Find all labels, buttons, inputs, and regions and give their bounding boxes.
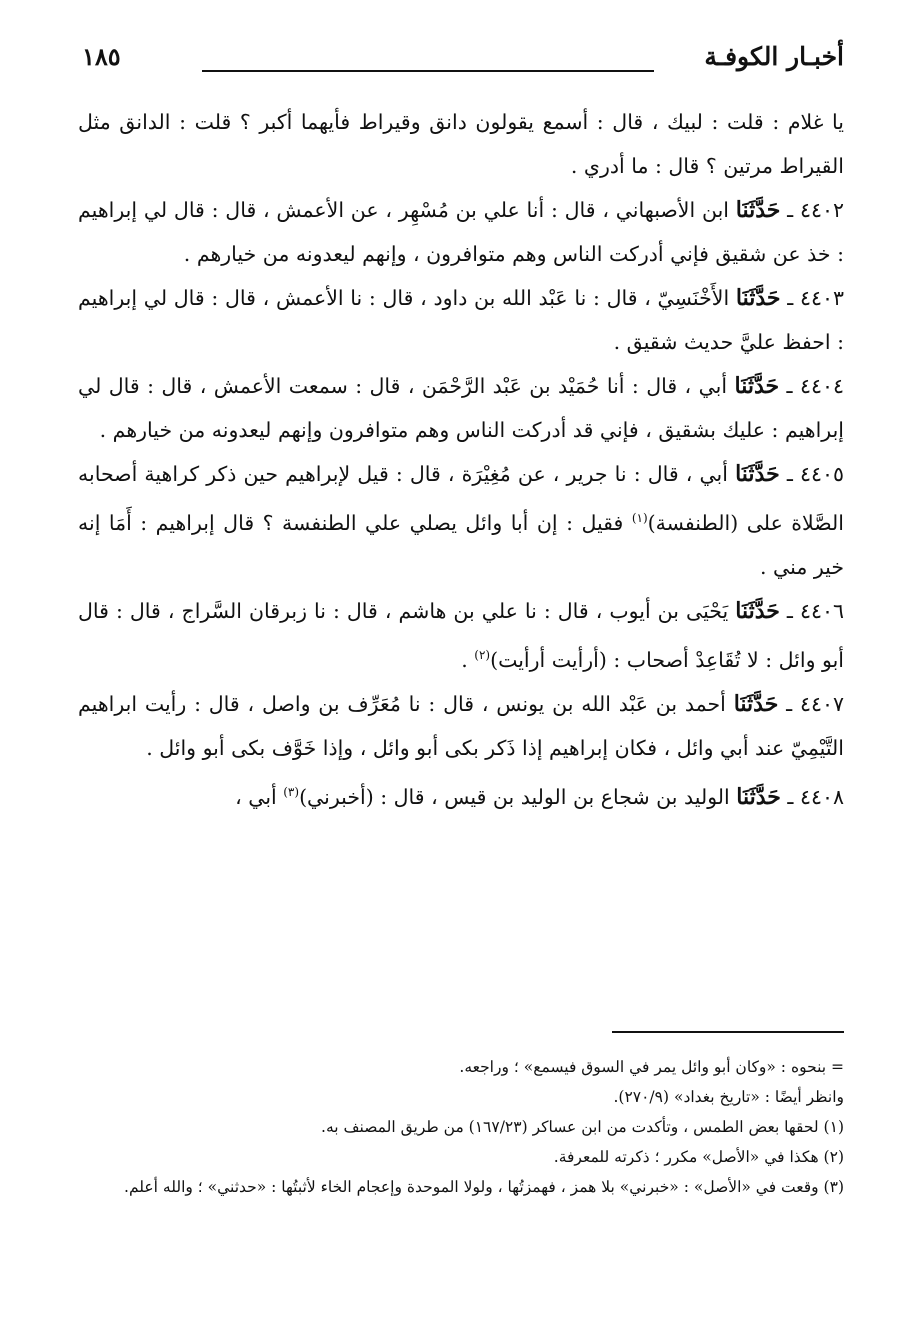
footnote-marker[interactable]: (٣) xyxy=(283,784,300,799)
hadith-number: ٤٤٠٤ ـ xyxy=(786,374,844,398)
footnote-2: (٢) هكذا في «الأصل» مكرر ؛ ذكرته للمعرفة. xyxy=(553,1148,844,1166)
hadith-text: أحمد بن عَبْد الله بن يونس ، قال : نا مُعَرِّف بن واصل ، قال : رأيت ابراهيم التَّيْمِيّ عند أبي وائل ، فكان إبراهيم إذا ذَكر بكى أبو وائل ، وإذا خَوَّف بكى أبو وائل . xyxy=(78,691,844,760)
hadith-heading: حَدَّثَنَا xyxy=(735,461,780,487)
hadith-heading: حَدَّثَنَا xyxy=(736,783,781,810)
footnote-3: (٣) وقعت في «الأصل» : «خبرني» بلا همز ، فهمزتُها ، ولولا الموحدة وإعجام الخاء لأثبتُها : «حدثني» ؛ والله أعلم. xyxy=(124,1178,844,1196)
running-title: أخبـار الكوفـة xyxy=(704,42,844,71)
footnote-marker[interactable]: (٢) xyxy=(474,647,491,662)
hadith-4403 xyxy=(78,276,844,364)
hadith-heading: حَدَّثَنَا xyxy=(735,597,780,624)
footnote-continuation: = بنحوه : «وكان أبو وائل يمر في السوق فيسمع» ؛ وراجعه. xyxy=(459,1058,844,1076)
page-header xyxy=(82,42,844,82)
hadith-4407 xyxy=(78,682,844,770)
hadith-text-continued: . xyxy=(461,647,475,672)
hadith-number: ٤٤٠٢ ـ xyxy=(787,198,844,222)
footnote-separator xyxy=(612,1031,844,1033)
hadith-text: ابن الأصبهاني ، قال : أنا علي بن مُسْهِر ، عن الأعمش ، قال : قال لي إبراهيم : خذ عن شقيق فإني أدركت الناس وهم متوافرون ، وإنهم ليعدونه من خيارهم . xyxy=(78,198,844,266)
hadith-heading: حَدَّثَنَا xyxy=(734,373,780,399)
hadith-heading: حَدَّثَنَا xyxy=(735,197,781,223)
hadith-number: ٤٤٠٧ ـ xyxy=(786,691,844,716)
hadith-4406 xyxy=(78,589,844,682)
intro-paragraph: يا غلام : قلت : لبيك ، قال : أسمع يقولون دانق وقيراط فأيهما أكبر ؟ قلت : الدانق مثل القيراط مرتين ؟ قال : ما أدري . xyxy=(78,110,844,178)
hadith-number: ٤٤٠٨ ـ xyxy=(787,784,844,809)
footnotes xyxy=(80,1052,844,1202)
footnote-continuation: وانظر أيضًا : «تاريخ بغداد» (٢٧٠/٩). xyxy=(613,1088,844,1106)
hadith-text: أبي ، قال : أنا حُمَيْد بن عَبْد الرَّحْمَن ، قال : سمعت الأعمش ، قال : قال لي إبراهيم : عليك بشقيق ، فإني قد أدركت الناس وهم متوافرون وإنهم ليعدونه من خيارهم . xyxy=(78,374,844,442)
hadith-heading: حَدَّثَنَا xyxy=(735,285,781,311)
hadith-number: ٤٤٠٥ ـ xyxy=(786,462,844,486)
hadith-number: ٤٤٠٣ ـ xyxy=(787,286,844,310)
footnote-marker[interactable]: (١) xyxy=(631,511,648,525)
main-text xyxy=(78,100,844,818)
hadith-text-continued: فقيل : إن أبا وائل يصلي علي الطنفسة ؟ قال إبراهيم : أَمَا إنه خير مني . xyxy=(78,510,844,579)
hadith-text: يَحْيَى بن أيوب ، قال : نا علي بن هاشم ، قال : نا زبرقان السَّراج ، قال : قال أبو وائل : لا تُقَاعِدْ أصحاب : (أرأيت أرأيت) xyxy=(78,598,844,672)
hadith-heading: حَدَّثَنَا xyxy=(733,690,779,717)
footnote-1: (١) لحقها بعض الطمس ، وتأكدت من ابن عساكر (١٦٧/٢٣) من طريق المصنف به. xyxy=(321,1118,844,1136)
hadith-text: الأَخْنَسِيّ ، قال : نا عَبْد الله بن داود ، قال : نا الأعمش ، قال : قال لي إبراهيم : احفظ عليَّ حديث شقيق . xyxy=(78,286,844,354)
hadith-text-continued: أبي ، xyxy=(235,784,284,809)
hadith-number: ٤٤٠٦ ـ xyxy=(786,598,844,623)
hadith-text: الوليد بن شجاع بن الوليد بن قيس ، قال : (أخبرني) xyxy=(299,784,730,809)
hadith-4402 xyxy=(78,188,844,276)
header-rule xyxy=(202,70,654,72)
hadith-text: أبي ، قال : نا جرير ، عن مُغِيْرَة ، قال : قيل لإبراهيم حين ذكر كراهية أصحابه الصَّلاة على (الطنفسة) xyxy=(78,462,844,535)
hadith-4405 xyxy=(78,452,844,589)
hadith-4408 xyxy=(78,770,844,819)
hadith-4404 xyxy=(78,364,844,452)
page-number: ١٨٥ xyxy=(82,42,121,71)
